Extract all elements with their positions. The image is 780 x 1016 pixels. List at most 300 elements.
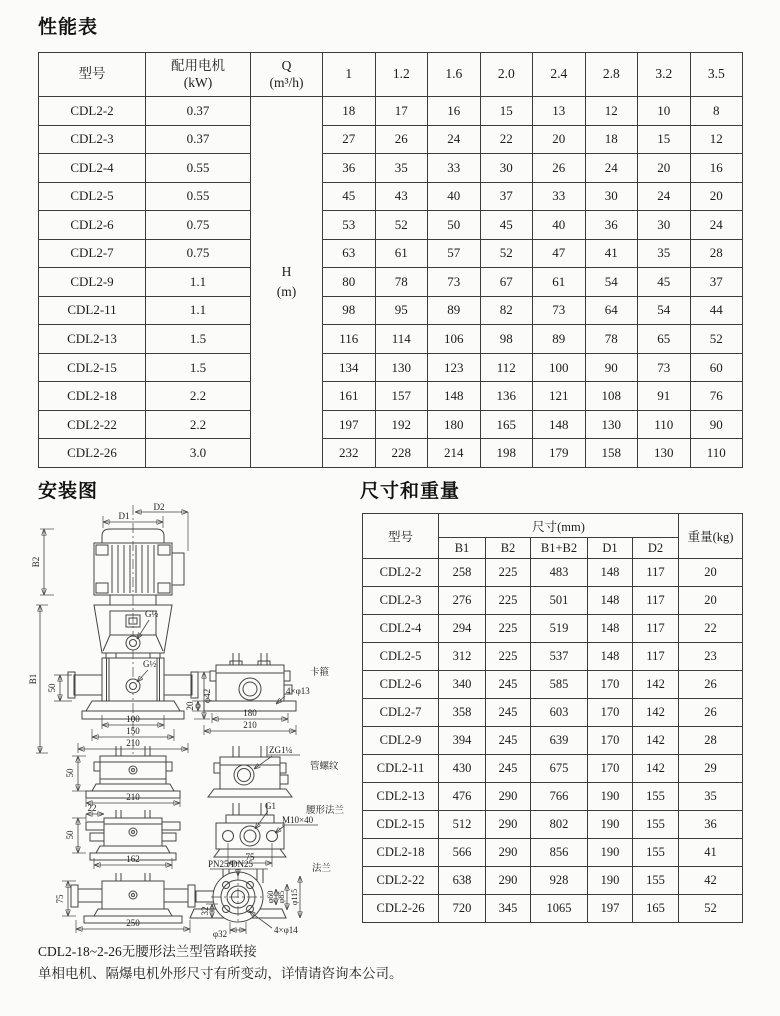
model-cell: CDL2-26 [363, 895, 439, 923]
head-value-cell: 18 [585, 125, 638, 154]
dimension-value-cell: 197 [588, 895, 633, 923]
dimension-value-cell: 190 [588, 867, 633, 895]
head-value-cell: 73 [533, 296, 586, 325]
head-value-cell: 123 [428, 353, 481, 382]
dimension-value-cell: 23 [679, 643, 743, 671]
dimension-table-row [363, 671, 743, 699]
dimension-value-cell: 170 [588, 727, 633, 755]
head-value-cell: 78 [375, 268, 428, 297]
model-cell: CDL2-11 [363, 755, 439, 783]
head-value-cell: 91 [638, 382, 691, 411]
head-value-cell: 95 [375, 296, 428, 325]
head-value-cell: 27 [323, 125, 376, 154]
head-value-cell: 161 [323, 382, 376, 411]
head-value-cell: 13 [533, 97, 586, 126]
head-value-cell: 52 [480, 239, 533, 268]
performance-table-row [39, 125, 743, 154]
head-value-cell: 24 [585, 154, 638, 183]
dimension-table-row [363, 783, 743, 811]
head-value-cell: 20 [533, 125, 586, 154]
performance-section-title: 性能表 [38, 16, 99, 38]
dimension-value-cell: 165 [633, 895, 679, 923]
power-cell: 1.5 [146, 353, 251, 382]
dimension-value-cell: 117 [633, 615, 679, 643]
flange-side-view [55, 873, 195, 933]
col-header-dim-model: 型号 [363, 514, 439, 559]
dim-label-162: 162 [126, 854, 140, 864]
footer-line-1: CDL2-18~2-26无腰形法兰型管路联接 [38, 944, 257, 959]
motor-label: 配用电机 [171, 57, 225, 73]
power-cell: 0.75 [146, 211, 251, 240]
dim-label-75-a: 75 [55, 894, 65, 904]
head-value-cell: 130 [585, 410, 638, 439]
dimension-value-cell: 245 [486, 727, 531, 755]
head-value-cell: 157 [375, 382, 428, 411]
dimension-value-cell: 148 [588, 559, 633, 587]
head-value-cell: 33 [533, 182, 586, 211]
dimension-value-cell: 142 [633, 727, 679, 755]
dimension-value-cell: 639 [531, 727, 588, 755]
dim-label-50-b: 50 [65, 830, 75, 840]
dimension-value-cell: 585 [531, 671, 588, 699]
dimension-value-cell: 519 [531, 615, 588, 643]
dimension-value-cell: 142 [633, 755, 679, 783]
waist-flange-label: 腰形法兰 [306, 805, 345, 816]
head-value-cell: 158 [585, 439, 638, 468]
col-header-d1: D1 [588, 538, 633, 559]
dimension-value-cell: 36 [679, 811, 743, 839]
dimension-value-cell: 225 [486, 559, 531, 587]
head-value-cell: 15 [638, 125, 691, 154]
performance-table-row [39, 268, 743, 297]
head-value-cell: 98 [323, 296, 376, 325]
dimension-value-cell: 20 [679, 587, 743, 615]
head-value-cell: 15 [480, 97, 533, 126]
dimension-value-cell: 802 [531, 811, 588, 839]
head-value-cell: 73 [428, 268, 481, 297]
head-value-cell: 130 [638, 439, 691, 468]
power-cell: 1.1 [146, 268, 251, 297]
dimension-value-cell: 20 [679, 559, 743, 587]
model-cell: CDL2-26 [39, 439, 146, 468]
col-header-flow-1_2: 1.2 [375, 53, 428, 97]
power-cell: 0.55 [146, 182, 251, 211]
waist-flange-view [214, 801, 345, 867]
performance-table-row [39, 239, 743, 268]
head-value-cell: 12 [585, 97, 638, 126]
col-header-size: 尺寸(mm) [439, 514, 679, 538]
head-value-cell: 30 [585, 182, 638, 211]
dimension-value-cell: 225 [486, 587, 531, 615]
m10-label: M10×40 [282, 815, 314, 825]
dimension-value-cell: 245 [486, 671, 531, 699]
installation-diagram [28, 503, 362, 940]
performance-table-body [39, 97, 743, 468]
dimensions-section-title: 尺寸和重量 [360, 480, 461, 502]
dimension-table-row [363, 811, 743, 839]
dimension-value-cell: 190 [588, 783, 633, 811]
model-cell: CDL2-9 [363, 727, 439, 755]
power-cell: 1.1 [146, 296, 251, 325]
dimension-value-cell: 155 [633, 811, 679, 839]
dimension-value-cell: 394 [439, 727, 486, 755]
dim-label-250: 250 [126, 918, 140, 928]
col-header-flow-2_8: 2.8 [585, 53, 638, 97]
performance-table-row [39, 410, 743, 439]
model-cell: CDL2-7 [39, 239, 146, 268]
dimension-value-cell: 142 [633, 671, 679, 699]
head-value-cell: 89 [428, 296, 481, 325]
performance-table-row [39, 353, 743, 382]
dimension-value-cell: 537 [531, 643, 588, 671]
model-cell: CDL2-3 [363, 587, 439, 615]
zg-thread-label: ZG1¼ [269, 745, 293, 755]
flow-label: Q [281, 57, 292, 73]
model-cell: CDL2-3 [39, 125, 146, 154]
model-cell: CDL2-5 [39, 182, 146, 211]
dimension-table-row [363, 615, 743, 643]
power-cell: 0.75 [146, 239, 251, 268]
head-value-cell: 60 [690, 353, 743, 382]
head-value-cell: 61 [375, 239, 428, 268]
col-header-d2: D2 [633, 538, 679, 559]
head-value-cell: 63 [323, 239, 376, 268]
head-value-cell: 16 [428, 97, 481, 126]
model-cell: CDL2-13 [363, 783, 439, 811]
thread-side-view [65, 803, 180, 869]
head-value-cell: 24 [638, 182, 691, 211]
head-value-cell: 37 [690, 268, 743, 297]
dimension-value-cell: 675 [531, 755, 588, 783]
dimension-table-row [363, 755, 743, 783]
pn-label: PN25/DN25 [208, 859, 254, 869]
head-value-cell: 24 [690, 211, 743, 240]
model-cell: CDL2-22 [363, 867, 439, 895]
model-cell: CDL2-18 [363, 839, 439, 867]
dimension-table-body [363, 559, 743, 923]
head-value-cell: 57 [428, 239, 481, 268]
dimension-table-row [363, 839, 743, 867]
dimension-value-cell: 170 [588, 755, 633, 783]
model-cell: CDL2-9 [39, 268, 146, 297]
head-value-cell: 53 [323, 211, 376, 240]
head-value-cell: 89 [533, 325, 586, 354]
head-value-cell: 90 [690, 410, 743, 439]
dimension-value-cell: 22 [679, 615, 743, 643]
col-header-b2: B2 [486, 538, 531, 559]
head-value-cell: 232 [323, 439, 376, 468]
head-value-cell: 16 [690, 154, 743, 183]
dim-label-phi32: φ32 [212, 929, 228, 939]
dimension-value-cell: 170 [588, 699, 633, 727]
model-cell: CDL2-2 [39, 97, 146, 126]
dim-label-210-a: 210 [126, 792, 140, 802]
head-value-cell: 228 [375, 439, 428, 468]
dimension-value-cell: 142 [633, 699, 679, 727]
dimension-value-cell: 190 [588, 811, 633, 839]
dimension-value-cell: 225 [486, 615, 531, 643]
head-value-cell: 22 [480, 125, 533, 154]
dimension-value-cell: 483 [531, 559, 588, 587]
head-value-cell: 20 [690, 182, 743, 211]
dimension-table-row [363, 587, 743, 615]
dim-label-b2: B2 [31, 556, 41, 568]
dim-label-75-b: 75 [245, 852, 255, 862]
head-value-cell: 108 [585, 382, 638, 411]
dimension-value-cell: 501 [531, 587, 588, 615]
model-cell: CDL2-15 [363, 811, 439, 839]
head-unit-cell: H (m) [251, 97, 323, 468]
dimension-value-cell: 148 [588, 615, 633, 643]
head-value-cell: 148 [533, 410, 586, 439]
pump-front-view [28, 503, 212, 755]
dim-label-phi42: φ42 [202, 688, 212, 704]
dimension-table [362, 513, 743, 923]
dimension-header-row-1 [363, 514, 743, 538]
dimension-value-cell: 340 [439, 671, 486, 699]
model-cell: CDL2-15 [39, 353, 146, 382]
dimension-value-cell: 312 [439, 643, 486, 671]
head-value-cell: 121 [533, 382, 586, 411]
head-value-cell: 30 [638, 211, 691, 240]
dimension-value-cell: 566 [439, 839, 486, 867]
dimension-value-cell: 148 [588, 587, 633, 615]
dimension-value-cell: 26 [679, 699, 743, 727]
dimension-table-row [363, 895, 743, 923]
head-value-cell: 76 [690, 382, 743, 411]
head-value-cell: 43 [375, 182, 428, 211]
dim-label-phi60: φ60 [266, 890, 275, 904]
dim-label-20: 20 [185, 701, 195, 711]
port-label-g-half-top: G½ [145, 609, 159, 619]
head-value-cell: 45 [323, 182, 376, 211]
dimension-table-row [363, 867, 743, 895]
head-value-cell: 165 [480, 410, 533, 439]
head-value-cell: 20 [638, 154, 691, 183]
head-value-cell: 114 [375, 325, 428, 354]
clamp-holes-label: 4×φ13 [286, 686, 310, 696]
pipe-thread-label: 管螺纹 [310, 761, 339, 772]
dim-label-d2: D2 [153, 503, 165, 512]
head-value-cell: 214 [428, 439, 481, 468]
head-value-cell: 54 [585, 268, 638, 297]
head-value-cell: 40 [428, 182, 481, 211]
col-header-b1b2: B1+B2 [531, 538, 588, 559]
head-value-cell: 116 [323, 325, 376, 354]
power-cell: 0.55 [146, 154, 251, 183]
g1-label: G1 [265, 801, 276, 811]
head-value-cell: 35 [375, 154, 428, 183]
performance-table-row [39, 325, 743, 354]
dimension-value-cell: 766 [531, 783, 588, 811]
head-value-cell: 110 [690, 439, 743, 468]
dimension-value-cell: 245 [486, 755, 531, 783]
head-value-cell: 10 [638, 97, 691, 126]
col-header-flow [251, 53, 323, 97]
clamp-label: 卡箍 [310, 667, 330, 678]
head-value-cell: 28 [690, 239, 743, 268]
head-value-cell: 64 [585, 296, 638, 325]
dimension-value-cell: 117 [633, 559, 679, 587]
flange-label: 法兰 [312, 863, 332, 874]
head-value-cell: 197 [323, 410, 376, 439]
head-value-cell: 26 [533, 154, 586, 183]
dimension-value-cell: 290 [486, 811, 531, 839]
col-header-flow-3_5: 3.5 [690, 53, 743, 97]
dim-label-d1: D1 [118, 511, 130, 521]
head-value-cell: 17 [375, 97, 428, 126]
head-value-cell: 44 [690, 296, 743, 325]
head-value-cell: 110 [638, 410, 691, 439]
dimension-value-cell: 512 [439, 811, 486, 839]
dimension-value-cell: 29 [679, 755, 743, 783]
clamp-side-view [65, 746, 180, 807]
model-cell: CDL2-6 [39, 211, 146, 240]
dim-label-50-a: 50 [65, 768, 75, 778]
head-value-cell: 90 [585, 353, 638, 382]
motor-unit: (kW) [183, 74, 213, 90]
dim-label-b1: B1 [28, 673, 38, 685]
flange-holes-label: 4×φ14 [274, 925, 298, 935]
dimension-value-cell: 358 [439, 699, 486, 727]
dimension-value-cell: 345 [486, 895, 531, 923]
performance-table-row [39, 154, 743, 183]
dimension-value-cell: 148 [588, 643, 633, 671]
dim-label-150: 150 [126, 726, 140, 736]
dim-label-50-main: 50 [47, 683, 57, 693]
dimension-table-row [363, 559, 743, 587]
head-value-cell: 100 [533, 353, 586, 382]
dimension-value-cell: 117 [633, 587, 679, 615]
dim-label-32: 32 [200, 906, 210, 916]
dimension-value-cell: 41 [679, 839, 743, 867]
dimension-value-cell: 290 [486, 839, 531, 867]
performance-table-row [39, 97, 743, 126]
head-value-cell: 130 [375, 353, 428, 382]
performance-table-row [39, 296, 743, 325]
head-value-cell: 36 [585, 211, 638, 240]
head-value-cell: 198 [480, 439, 533, 468]
power-cell: 2.2 [146, 382, 251, 411]
dimension-value-cell: 476 [439, 783, 486, 811]
dimension-value-cell: 928 [531, 867, 588, 895]
footer-line-2: 单相电机、隔爆电机外形尺寸有所变动，详情请咨询本公司。 [38, 965, 403, 981]
head-value-cell: 18 [323, 97, 376, 126]
head-value-cell: 78 [585, 325, 638, 354]
dimension-table-row [363, 699, 743, 727]
col-header-flow-3_2: 3.2 [638, 53, 691, 97]
head-value-cell: 61 [533, 268, 586, 297]
performance-table-row [39, 382, 743, 411]
pipe-thread-view [208, 745, 339, 797]
power-cell: 1.5 [146, 325, 251, 354]
head-value-cell: 41 [585, 239, 638, 268]
power-cell: 3.0 [146, 439, 251, 468]
dim-label-phi85: φ85 [277, 890, 286, 904]
performance-header-row [39, 53, 743, 97]
head-value-cell: 47 [533, 239, 586, 268]
col-header-flow-1_6: 1.6 [428, 53, 481, 97]
dimension-value-cell: 638 [439, 867, 486, 895]
dimension-value-cell: 155 [633, 867, 679, 895]
dimension-value-cell: 225 [486, 643, 531, 671]
model-cell: CDL2-4 [363, 615, 439, 643]
head-value-cell: 12 [690, 125, 743, 154]
dimension-value-cell: 35 [679, 783, 743, 811]
model-cell: CDL2-13 [39, 325, 146, 354]
head-value-cell: 136 [480, 382, 533, 411]
performance-table-row [39, 211, 743, 240]
footer-note [38, 941, 403, 984]
col-header-flow-2_4: 2.4 [533, 53, 586, 97]
model-cell: CDL2-2 [363, 559, 439, 587]
dim-label-210-clamp: 210 [243, 720, 257, 730]
dimension-value-cell: 258 [439, 559, 486, 587]
head-value-cell: 134 [323, 353, 376, 382]
head-value-cell: 24 [428, 125, 481, 154]
port-label-g-half-mid: G½ [143, 659, 157, 669]
head-value-cell: 33 [428, 154, 481, 183]
dimension-value-cell: 856 [531, 839, 588, 867]
model-cell: CDL2-5 [363, 643, 439, 671]
dimension-value-cell: 26 [679, 671, 743, 699]
dimension-value-cell: 117 [633, 643, 679, 671]
install-section-title: 安装图 [38, 480, 99, 502]
dim-label-180: 180 [243, 708, 257, 718]
power-cell: 0.37 [146, 97, 251, 126]
col-header-model: 型号 [39, 53, 146, 97]
head-value-cell: 179 [533, 439, 586, 468]
head-value-cell: 30 [480, 154, 533, 183]
head-value-cell: 148 [428, 382, 481, 411]
head-value-cell: 36 [323, 154, 376, 183]
head-value-cell: 52 [375, 211, 428, 240]
dimension-value-cell: 155 [633, 783, 679, 811]
dim-label-100: 100 [126, 714, 140, 724]
model-cell: CDL2-18 [39, 382, 146, 411]
dimension-value-cell: 245 [486, 699, 531, 727]
performance-table [38, 52, 743, 468]
dimension-value-cell: 42 [679, 867, 743, 895]
model-cell: CDL2-22 [39, 410, 146, 439]
head-value-cell: 8 [690, 97, 743, 126]
model-cell: CDL2-4 [39, 154, 146, 183]
flow-unit: (m³/h) [269, 74, 304, 90]
model-cell: CDL2-7 [363, 699, 439, 727]
head-value-cell: 54 [638, 296, 691, 325]
head-value-cell: 45 [638, 268, 691, 297]
dimension-table-row [363, 643, 743, 671]
head-value-cell: 80 [323, 268, 376, 297]
dim-label-210-main: 210 [126, 738, 140, 748]
dimension-value-cell: 28 [679, 727, 743, 755]
head-value-cell: 65 [638, 325, 691, 354]
dimension-value-cell: 155 [633, 839, 679, 867]
dimension-value-cell: 720 [439, 895, 486, 923]
head-value-cell: 192 [375, 410, 428, 439]
dim-label-22: 22 [87, 803, 97, 813]
dimension-value-cell: 52 [679, 895, 743, 923]
col-header-b1: B1 [439, 538, 486, 559]
performance-table-row [39, 439, 743, 468]
dimension-value-cell: 1065 [531, 895, 588, 923]
head-value-cell: 50 [428, 211, 481, 240]
dimension-value-cell: 170 [588, 671, 633, 699]
dimension-value-cell: 294 [439, 615, 486, 643]
head-value-cell: 40 [533, 211, 586, 240]
dimension-value-cell: 603 [531, 699, 588, 727]
col-header-weight: 重量(kg) [679, 514, 743, 559]
